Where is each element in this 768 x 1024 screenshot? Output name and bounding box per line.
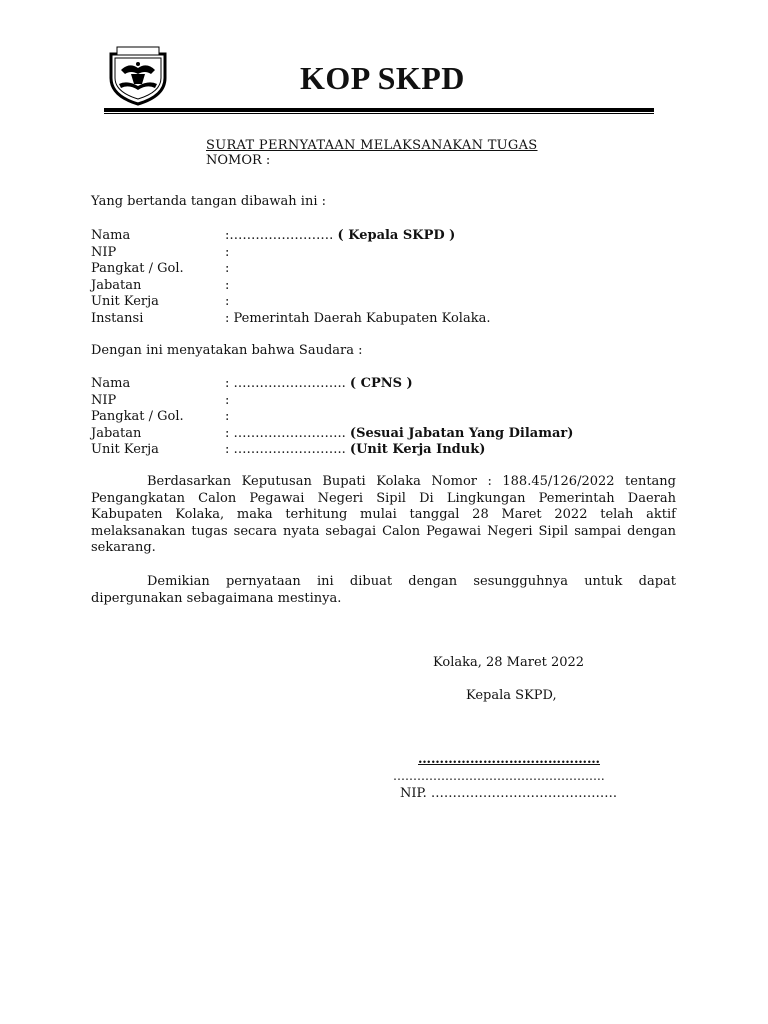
signature-dots-line: …………………………………………….. — [393, 769, 605, 783]
letterhead-title: KOP SKPD — [300, 60, 465, 96]
document-title: SURAT PERNYATAAN MELAKSANAKAN TUGAS — [206, 138, 538, 153]
document-title-block — [206, 138, 538, 168]
statement-intro-text: Dengan ini menyatakan bahwa Saudara : — [91, 343, 363, 358]
letterhead-rule-thick — [104, 108, 654, 112]
signature-nip-line: NIP. ……………………………………. — [400, 786, 618, 801]
signature-name-line: …………………………………… — [418, 752, 600, 767]
document-number: NOMOR : — [206, 153, 271, 168]
letter-page: KOP SKPD SURAT PERNYATAAN MELAKSANAKAN TUGAS NOMOR : Yang bertanda tangan dibawah ini : Nama :…………………… ( Kepala SKPD ) NIP : Pangkat / Gol. : Jabatan : Unit Kerja : Instansi : Pemerintah Daerah Kabupaten Kolaka. Dengan ini menyatakan bahwa Saudara : Nama : …………………….. ( CPNS ) NIP : Pangkat / Gol. : Jabatan : …………………….. (Sesuai Jabatan Yang Dilamar) Unit Kerja : …………………….. (Unit Kerja Induk) Berdasarkan Keputusan Bupati Kolaka Nomor : 188.45/126/2022 tentang Pengangkatan Calon Pegawai Negeri Sipil Di Lingkungan Pemerintah Daerah Kabupaten Kolaka, maka terhitung mulai tanggal 28 Maret 2022 telah aktif melaksanakan tugas secara nyata sebagai Calon Pegawai Negeri Sipil sampai dengan sekarang. Demikian pernyataan ini dibuat dengan sesungguhnya untuk dapat dipergunakan sebagaimana mestinya. Kolaka, 28 Maret 2022 Kepala SKPD, …………………………………… …………………………………………….. NIP. ……………………………………. — [0, 0, 768, 1024]
signature-place-date: Kolaka, 28 Maret 2022 — [433, 655, 585, 670]
signature-position: Kepala SKPD, — [466, 688, 557, 703]
regency-emblem-icon — [107, 44, 169, 106]
intro-text: Yang bertanda tangan dibawah ini : — [91, 194, 326, 209]
letterhead-rule-thin — [104, 113, 654, 114]
closing-paragraph: Demikian pernyataan ini dibuat dengan sesungguhnya untuk dapat dipergunakan sebagaimana mestinya. — [91, 574, 676, 606]
body-paragraph: Berdasarkan Keputusan Bupati Kolaka Nomor : 188.45/126/2022 tentang Pengangkatan Calon Pegawai Negeri Sipil Di Lingkungan Pemerintah Daerah Kabupaten Kolaka, maka terhitung mulai tanggal 28 Maret 2022 telah aktif melaksanakan tugas secara nyata sebagai Calon Pegawai Negeri Sipil sampai dengan sekarang. — [91, 474, 676, 555]
